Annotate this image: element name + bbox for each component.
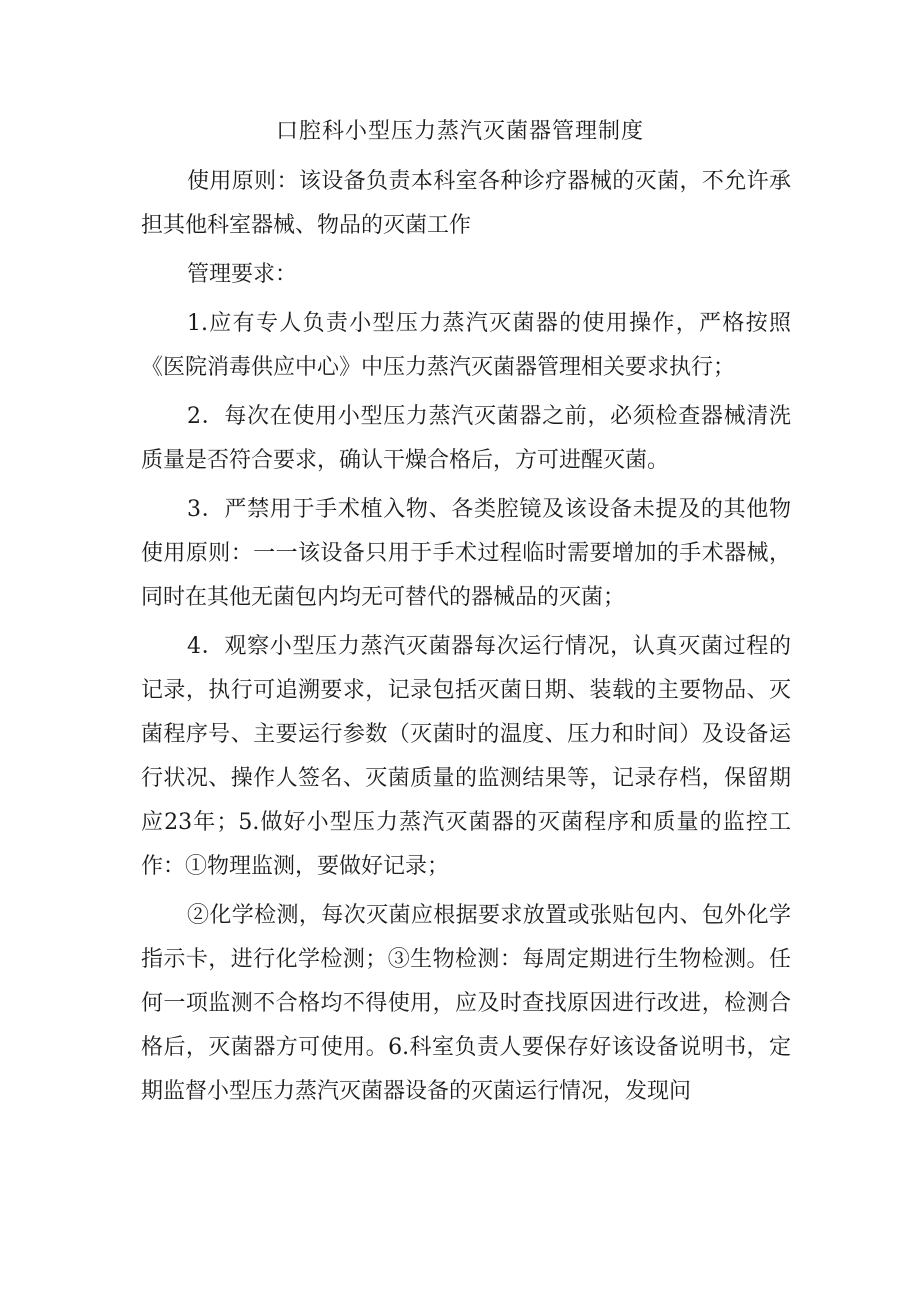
paragraph-item-4-5: 4．观察小型压力蒸汽灭菌器每次运行情况，认真灭菌过程的记录，执行可追溯要求，记录包括灭菌日期、装载的主要物品、灭菌程序号、主要运行参数（灭菌时的温度、压力和时间）及设备运行状况、操作人签名、灭菌质量的监测结果等，记录存档，保留期应23年；5.做好小型压力蒸汽灭菌器的灭菌程序和质量的监控工作：①物理监测，要做好记录； [141, 634, 791, 879]
paragraph-item-1: 1.应有专人负责小型压力蒸汽灭菌器的使用操作，严格按照《医院消毒供应中心》中压力蒸汽灭菌器管理相关要求执行； [141, 311, 791, 380]
document-body [141, 160, 791, 1114]
paragraph-principle: 使用原则：该设备负责本科室各种诊疗器械的灭菌，不允许承担其他科室器械、物品的灭菌工作 [141, 169, 791, 238]
paragraph-item-5-6: ②化学检测，每次灭菌应根据要求放置或张贴包内、包外化学指示卡，进行化学检测；③生物检测：每周定期进行生物检测。任何一项监测不合格均不得使用，应及时查找原因进行改进，检测合格后，灭菌器方可使用。6.科室负责人要保存好该设备说明书，定期监督小型压力蒸汽灭菌器设备的灭菌运行情况，发现问 [141, 903, 791, 1104]
paragraph-requirements-heading: 管理要求： [187, 262, 298, 287]
document-title: 口腔科小型压力蒸汽灭菌器管理制度 [275, 119, 644, 144]
paragraph-item-3: 3．严禁用于手术植入物、各类腔镜及该设备未提及的其他物使用原则：一一该设备只用于手术过程临时需要增加的手术器械，同时在其他无菌包内均无可替代的器械品的灭菌； [141, 497, 791, 610]
paragraph-item-2: 2．每次在使用小型压力蒸汽灭菌器之前，必须检查器械清洗质量是否符合要求，确认干燥合格后，方可进醒灭菌。 [141, 404, 791, 473]
